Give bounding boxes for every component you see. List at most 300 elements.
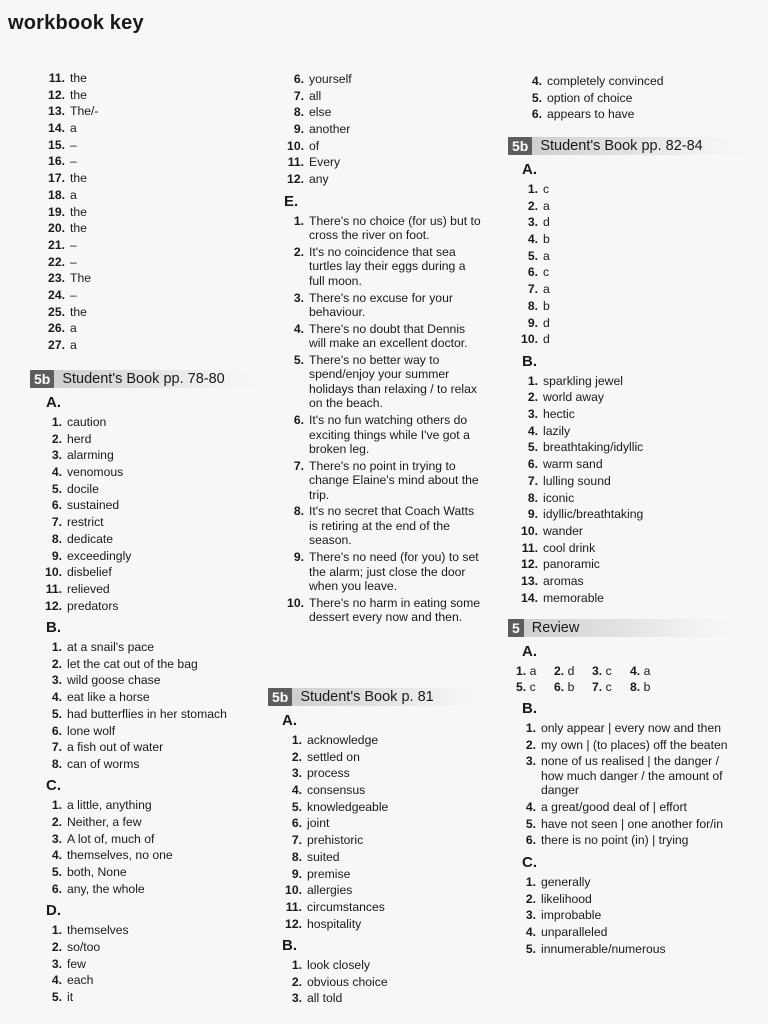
item-number: 4. — [51, 465, 62, 480]
item-answer: c — [543, 182, 550, 196]
list-item — [44, 690, 262, 705]
item-answer: a — [543, 282, 550, 297]
list-item — [284, 139, 484, 154]
item-number: 2. — [525, 737, 536, 752]
item-answer: allergies — [307, 883, 353, 898]
list-item — [516, 721, 738, 736]
list-item — [284, 105, 484, 120]
item-number: 10. — [287, 138, 304, 153]
list-item — [282, 766, 488, 781]
item-number: 6. — [554, 680, 565, 694]
item-number: 13. — [521, 573, 538, 588]
unit-header — [268, 688, 488, 706]
list-item — [284, 89, 484, 104]
item-number: 2. — [51, 940, 62, 954]
list-item — [44, 432, 262, 447]
list-item — [43, 138, 262, 153]
item-answer: of — [309, 138, 320, 153]
answer-list — [516, 182, 748, 347]
item-answer: cool drink — [543, 540, 596, 555]
item-answer: suited — [307, 849, 340, 864]
item-answer: b — [567, 680, 575, 694]
list-item — [516, 299, 748, 314]
item-answer: exceedingly — [67, 548, 132, 563]
column-3-section — [508, 131, 748, 607]
item-answer: a — [643, 664, 651, 678]
item-answer: any, the whole — [67, 881, 145, 896]
list-item — [516, 507, 748, 522]
list-item — [516, 182, 748, 197]
item-number: 7. — [527, 473, 538, 488]
item-number: 6. — [291, 816, 302, 831]
item-number: 4. — [525, 800, 536, 815]
list-item — [43, 255, 262, 270]
item-answer: lazily — [543, 423, 571, 438]
list-item — [282, 800, 488, 815]
item-number: 3. — [291, 766, 302, 781]
list-item — [516, 232, 748, 247]
list-item — [44, 798, 262, 813]
item-answer: appears to have — [547, 107, 635, 122]
item-answer: sparkling jewel — [543, 373, 623, 388]
item-number: 5. — [525, 941, 536, 956]
list-item — [282, 750, 488, 765]
item-answer: warm sand — [543, 457, 603, 472]
section-heading: B. — [46, 619, 61, 637]
list-item — [43, 305, 262, 320]
grid-answer — [554, 680, 592, 694]
item-answer: my own | (to places) off the beaten — [541, 737, 728, 752]
item-number: 16. — [48, 154, 65, 169]
item-answer: wild goose chase — [67, 673, 161, 688]
list-item — [44, 940, 262, 955]
item-number: 9. — [51, 548, 62, 563]
item-number: 3. — [525, 754, 536, 769]
unit-title: Student's Book pp. 78-80 — [54, 370, 262, 388]
item-number: 3. — [291, 991, 302, 1006]
item-answer: any — [309, 172, 329, 187]
item-number: 1. — [527, 182, 538, 196]
list-item — [516, 215, 748, 230]
list-item — [43, 321, 262, 336]
item-number: 2. — [527, 198, 538, 213]
list-item — [516, 249, 748, 264]
item-number: 8. — [293, 105, 304, 120]
item-number: 18. — [48, 187, 65, 202]
list-item — [44, 757, 262, 772]
list-item — [516, 754, 738, 798]
list-item — [516, 199, 748, 214]
item-answer: a — [543, 248, 550, 263]
item-number: 11. — [48, 71, 65, 85]
list-item — [516, 942, 738, 957]
section-heading: B. — [522, 352, 537, 370]
item-answer: b — [543, 232, 550, 247]
column-1-section — [30, 364, 262, 1007]
list-item — [516, 892, 738, 907]
item-answer: It's no fun watching others do exciting things while I've got a broken leg. — [309, 413, 470, 457]
item-number: 2. — [51, 815, 62, 830]
list-item — [282, 958, 488, 973]
item-answer: disbelief — [67, 565, 112, 580]
list-item — [516, 833, 738, 848]
list-item — [44, 482, 262, 497]
list-item — [516, 524, 748, 539]
item-answer: have not seen | one another for/in — [541, 816, 724, 831]
item-answer: A lot of, much of — [67, 831, 155, 846]
unit-header — [508, 137, 748, 155]
list-item — [44, 923, 262, 938]
item-answer: iconic — [543, 490, 575, 505]
item-answer: generally — [541, 874, 591, 889]
list-item — [516, 574, 748, 589]
item-number: 5. — [527, 440, 538, 455]
item-answer: idyllic/breathtaking — [543, 507, 644, 522]
item-number: 3. — [527, 215, 538, 230]
item-number: 2. — [51, 656, 62, 671]
list-item — [282, 816, 488, 831]
item-answer: so/too — [67, 940, 101, 954]
section-heading: C. — [522, 853, 537, 871]
list-item — [516, 374, 748, 389]
item-answer: a — [70, 321, 77, 336]
item-number: 8. — [527, 298, 538, 313]
item-answer: Every — [309, 155, 341, 170]
item-number: 6. — [293, 72, 304, 86]
list-item — [43, 104, 262, 119]
item-answer: b — [643, 680, 651, 694]
item-answer: at a snail's pace — [67, 640, 155, 655]
item-answer: memorable — [543, 590, 604, 605]
item-answer: – — [70, 287, 77, 302]
item-number: 12. — [48, 87, 65, 102]
item-number: 24. — [48, 287, 65, 302]
item-answer: the — [70, 71, 87, 85]
item-answer: innumerable/numerous — [541, 941, 666, 956]
item-number: 2. — [527, 390, 538, 405]
list-item — [43, 221, 262, 236]
item-number: 21. — [48, 237, 65, 252]
item-answer: There's no better way to spend/enjoy your summer holidays than relaxing / to relax on the beach. — [309, 352, 478, 411]
answer-list — [516, 374, 748, 605]
item-number: 8. — [527, 490, 538, 505]
item-answer: There's no point in trying to change Elaine's mind about the trip. — [309, 458, 479, 502]
item-answer: world away — [543, 390, 604, 405]
list-item — [43, 205, 262, 220]
item-number: 26. — [48, 321, 65, 336]
item-answer: hospitality — [307, 916, 362, 931]
answer-list — [284, 72, 484, 187]
column-3-review — [508, 613, 738, 958]
item-answer: obvious choice — [307, 974, 388, 989]
item-number: 8. — [51, 756, 62, 771]
item-number: 3. — [51, 448, 62, 463]
item-number: 14. — [521, 590, 538, 605]
item-answer: unparalleled — [541, 925, 608, 939]
column-2-section — [268, 682, 488, 1008]
item-answer: knowledgeable — [307, 799, 389, 814]
list-item — [516, 474, 748, 489]
list-item — [284, 413, 484, 457]
list-item — [284, 291, 484, 320]
item-answer: each — [67, 973, 94, 988]
item-answer: herd — [67, 431, 92, 446]
item-answer: a little, anything — [67, 798, 152, 813]
item-number: 1. — [51, 798, 62, 813]
item-number: 14. — [48, 121, 65, 136]
item-answer: the — [70, 204, 87, 219]
unit-tag: 5 — [508, 619, 524, 637]
item-answer: a — [543, 198, 550, 213]
item-answer: c — [529, 680, 536, 694]
list-item — [284, 550, 484, 594]
list-item — [43, 288, 262, 303]
item-number: 5. — [516, 680, 527, 694]
item-answer: only appear | every now and then — [541, 721, 722, 735]
item-answer: d — [567, 664, 575, 678]
list-item — [44, 465, 262, 480]
list-item — [516, 440, 748, 455]
answer-list — [516, 875, 738, 956]
list-item — [43, 338, 262, 353]
list-item — [44, 707, 262, 722]
answer-list — [44, 415, 262, 613]
item-answer: themselves, no one — [67, 848, 173, 863]
item-number: 6. — [531, 107, 542, 122]
item-number: 12. — [521, 557, 538, 572]
item-number: 2. — [554, 664, 565, 678]
item-answer: c — [605, 664, 612, 678]
item-number: 20. — [48, 221, 65, 236]
list-item — [282, 975, 488, 990]
list-item — [522, 107, 742, 122]
item-answer: The/- — [70, 104, 99, 119]
item-number: 23. — [48, 271, 65, 286]
item-answer: alarming — [67, 448, 114, 463]
item-number: 8. — [51, 531, 62, 546]
item-answer: improbable — [541, 908, 602, 923]
item-answer: – — [70, 154, 77, 169]
list-item — [516, 908, 738, 923]
item-answer: the — [70, 171, 87, 186]
item-answer: another — [309, 122, 351, 137]
answer-list — [44, 798, 262, 896]
item-number: 7. — [293, 88, 304, 103]
item-answer: It's no coincidence that sea turtles lay their eggs during a full moon. — [309, 244, 466, 288]
item-answer: a — [529, 664, 537, 678]
list-item — [44, 582, 262, 597]
item-answer: look closely — [307, 958, 370, 973]
item-number: 9. — [291, 866, 302, 881]
item-answer: settled on — [307, 749, 360, 764]
item-number: 1. — [51, 415, 62, 429]
item-answer: a — [70, 121, 77, 136]
list-item — [43, 238, 262, 253]
item-answer: completely convinced — [547, 74, 664, 88]
list-item — [284, 353, 484, 411]
item-number: 5. — [51, 481, 62, 496]
item-answer: a — [70, 187, 77, 202]
item-answer: joint — [307, 816, 330, 831]
item-number: 5. — [293, 352, 304, 367]
item-number: 6. — [293, 413, 304, 428]
list-item — [44, 724, 262, 739]
item-answer: process — [307, 766, 350, 781]
item-answer: a fish out of water — [67, 740, 164, 755]
item-answer: a great/good deal of | effort — [541, 800, 687, 815]
item-number: 3. — [592, 664, 603, 678]
answer-list — [43, 71, 262, 353]
list-item — [282, 867, 488, 882]
section-heading: D. — [46, 902, 61, 920]
item-answer: There's no need (for you) to set the alarm; just close the door when you leave. — [309, 550, 479, 594]
list-item — [44, 498, 262, 513]
list-item — [284, 155, 484, 170]
item-answer: – — [70, 137, 77, 152]
list-item — [43, 271, 262, 286]
list-item — [516, 591, 748, 606]
item-number: 4. — [630, 664, 641, 678]
item-answer: c — [543, 265, 550, 280]
item-number: 3. — [527, 407, 538, 422]
list-item — [282, 733, 488, 748]
item-answer: can of worms — [67, 756, 140, 771]
item-answer: there is no point (in) | trying — [541, 833, 689, 848]
item-answer: restrict — [67, 515, 104, 530]
item-number: 6. — [525, 833, 536, 848]
item-number: 1. — [527, 373, 538, 388]
item-number: 1. — [525, 721, 536, 735]
item-answer: wander — [543, 523, 583, 538]
answer-list — [44, 923, 262, 1004]
list-item — [44, 673, 262, 688]
item-answer: b — [543, 298, 550, 313]
list-item — [44, 549, 262, 564]
item-number: 27. — [48, 338, 65, 352]
list-item — [516, 817, 738, 832]
item-number: 4. — [51, 690, 62, 705]
item-number: 1. — [293, 213, 304, 228]
list-item — [516, 332, 748, 347]
item-answer: the — [70, 304, 87, 319]
list-item — [516, 457, 748, 472]
item-number: 3. — [293, 290, 304, 305]
list-item — [516, 265, 748, 280]
item-number: 7. — [293, 458, 304, 473]
item-number: 5. — [51, 706, 62, 721]
list-item — [44, 515, 262, 530]
item-answer: aromas — [543, 573, 584, 588]
list-item — [43, 121, 262, 136]
list-item — [44, 740, 262, 755]
grid-answer — [516, 664, 554, 678]
item-number: 9. — [293, 550, 304, 565]
item-number: 4. — [531, 74, 542, 88]
item-answer: the — [70, 87, 87, 102]
item-number: 5. — [527, 248, 538, 263]
item-number: 3. — [51, 831, 62, 846]
item-answer: themselves — [67, 923, 129, 938]
item-answer: eat like a horse — [67, 690, 150, 705]
list-item — [284, 172, 484, 187]
list-item — [516, 925, 738, 940]
item-answer: lulling sound — [543, 473, 611, 488]
list-item — [43, 71, 262, 86]
item-answer: else — [309, 105, 332, 120]
list-item — [44, 973, 262, 988]
list-item — [516, 800, 738, 815]
answer-list — [44, 640, 262, 771]
item-number: 1. — [51, 923, 62, 938]
section-heading: A. — [522, 643, 537, 660]
item-answer: none of us realised | the danger / how much danger / the amount of danger — [541, 754, 723, 798]
grid-answer — [630, 680, 668, 694]
list-item — [516, 491, 748, 506]
unit-tag: 5b — [268, 688, 292, 706]
item-number: 10. — [521, 523, 538, 538]
list-item — [284, 72, 484, 87]
item-number: 7. — [592, 680, 603, 694]
item-number: 22. — [48, 254, 65, 269]
unit-title: Student's Book p. 81 — [292, 688, 488, 706]
item-answer: had butterflies in her stomach — [67, 706, 227, 721]
item-number: 4. — [525, 925, 536, 939]
item-number: 1. — [291, 733, 302, 747]
item-number: 15. — [48, 137, 65, 152]
item-number: 9. — [527, 315, 538, 330]
list-item — [516, 316, 748, 331]
item-number: 9. — [527, 507, 538, 522]
list-item — [43, 154, 262, 169]
item-answer: d — [543, 332, 550, 347]
list-item — [44, 815, 262, 830]
list-item — [44, 448, 262, 463]
item-number: 7. — [51, 740, 62, 755]
list-item — [43, 188, 262, 203]
list-item — [282, 833, 488, 848]
item-number: 10. — [45, 565, 62, 580]
list-item — [44, 882, 262, 897]
item-answer: d — [543, 315, 550, 330]
item-number: 4. — [51, 848, 62, 863]
list-item — [282, 783, 488, 798]
item-answer: let the cat out of the bag — [67, 656, 198, 671]
item-answer: There's no excuse for your behaviour. — [309, 290, 453, 319]
item-answer: There's no choice (for us) but to cross the river on foot. — [309, 213, 481, 243]
unit-title: Student's Book pp. 82-84 — [532, 137, 748, 155]
item-number: 11. — [521, 540, 538, 555]
item-number: 1. — [516, 664, 527, 678]
item-number: 11. — [45, 581, 62, 596]
item-answer: likelihood — [541, 891, 592, 906]
unit-title: Review — [524, 619, 738, 637]
item-answer: acknowledge — [307, 733, 379, 747]
item-number: 1. — [51, 640, 62, 655]
item-number: 1. — [291, 958, 302, 973]
item-number: 5. — [531, 90, 542, 105]
list-item — [516, 407, 748, 422]
section-heading: B. — [282, 937, 297, 955]
item-answer: venomous — [67, 465, 124, 480]
item-answer: yourself — [309, 72, 352, 86]
item-number: 6. — [527, 265, 538, 280]
item-number: 2. — [51, 431, 62, 446]
item-number: 10. — [285, 883, 302, 898]
item-number: 4. — [51, 973, 62, 988]
list-item — [44, 832, 262, 847]
item-number: 3. — [51, 673, 62, 688]
item-number: 4. — [527, 423, 538, 438]
